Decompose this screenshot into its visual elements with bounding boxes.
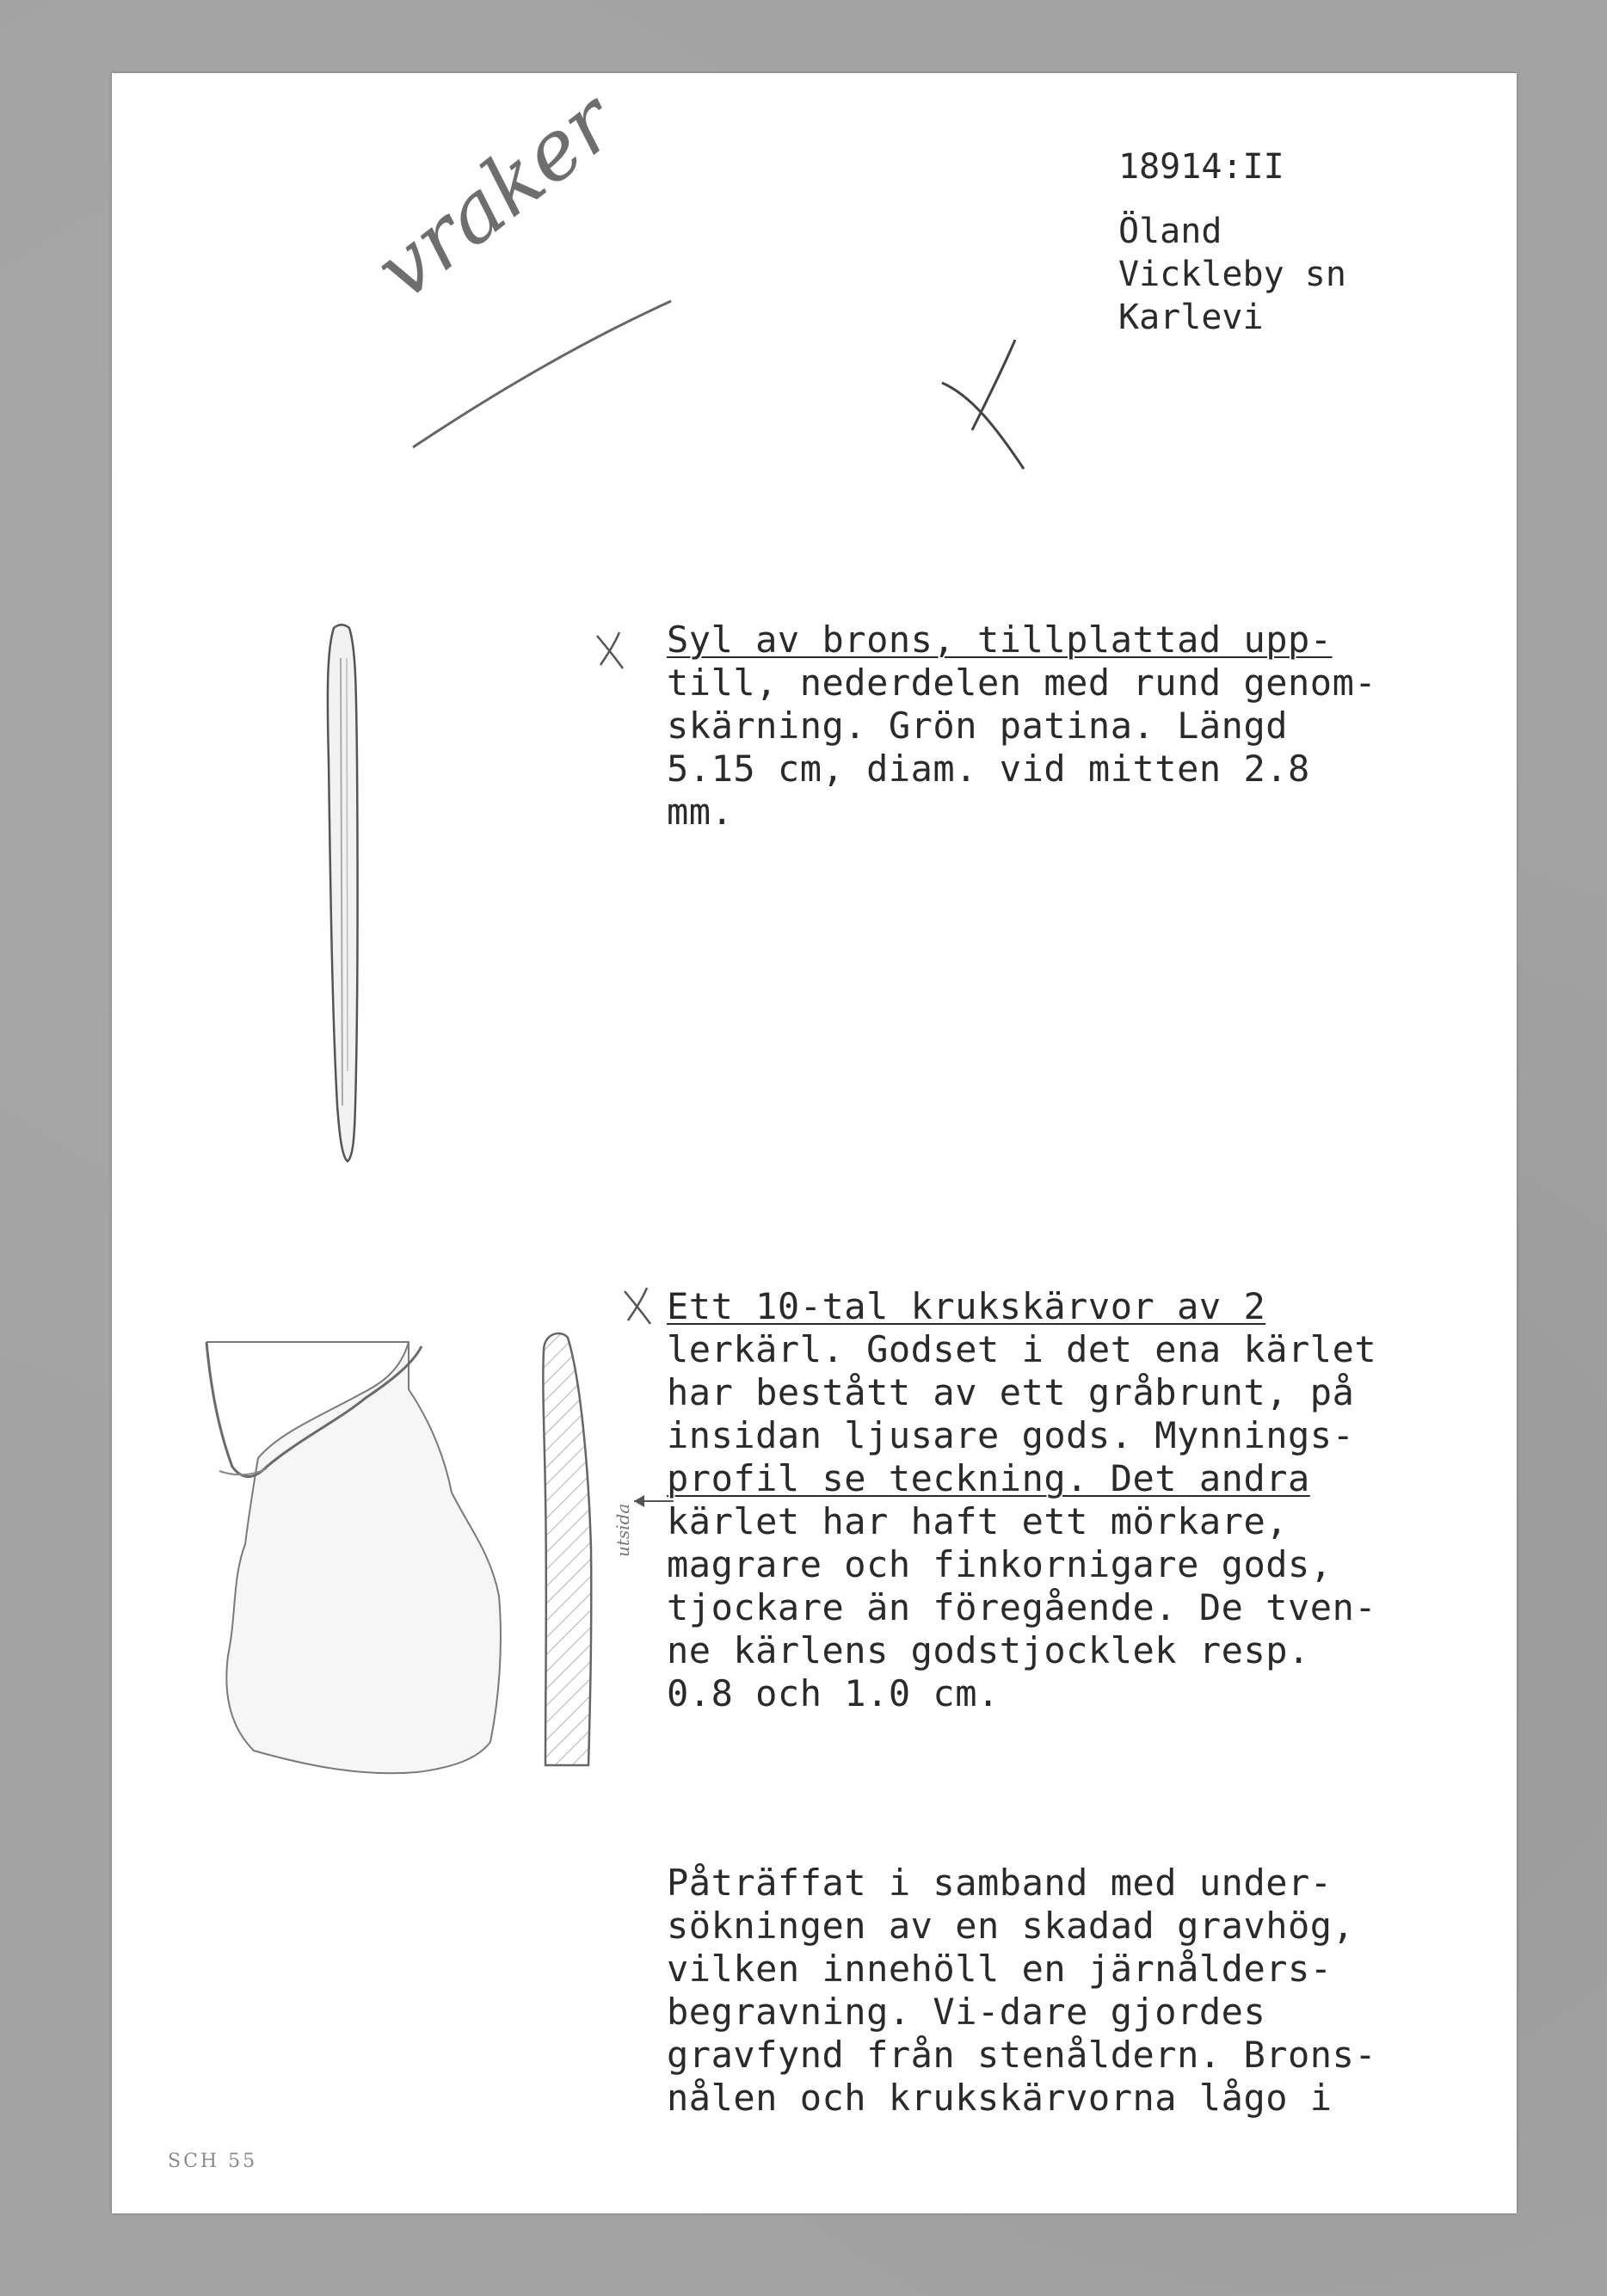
item-1-line-5: mm.	[667, 791, 734, 833]
catalog-number: 18914:II	[1118, 147, 1284, 187]
item-1-check-mark	[594, 631, 628, 672]
find-context-line-6: nålen och krukskärvorna lågo i	[667, 2077, 1333, 2119]
pencil-note: vraker	[357, 73, 633, 319]
item-2-line-4: insidan ljusare gods. Mynnings-	[667, 1414, 1355, 1456]
find-context-line-3: vilken innehöll en järnålders-	[667, 1948, 1333, 1990]
awl-drawing	[318, 624, 379, 1166]
profile-side-label: utsida	[613, 1503, 633, 1557]
item-2-line-2: lerkärl. Godset i det ena kärlet	[667, 1328, 1377, 1370]
item-1-line-4: 5.15 cm, diam. vid mitten 2.8	[667, 748, 1310, 790]
item-2-line-3: har bestått av ett gråbrunt, på	[667, 1371, 1355, 1413]
find-context-line-5: gravfynd från stenåldern. Brons-	[667, 2034, 1377, 2076]
find-context-line-4: begravning. Vi-dare gjordes	[667, 1991, 1266, 2033]
item-2-line-9: ne kärlens godstjocklek resp.	[667, 1629, 1310, 1671]
item-1-line-3: skärning. Grön patina. Längd	[667, 705, 1289, 747]
item-2-line-5-text: profil se teckning. Det andra	[667, 1457, 1310, 1499]
item-2-line-1	[667, 1286, 1265, 1327]
catalog-region: Öland	[1118, 212, 1222, 251]
item-2-line-8: tjockare än föregående. De tven-	[667, 1586, 1377, 1628]
item-2-line-10: 0.8 och 1.0 cm.	[667, 1672, 1000, 1714]
catalog-site: Karlevi	[1118, 298, 1264, 337]
item-1-line-1	[667, 619, 1333, 661]
item-1-line-2: till, nederdelen med rund genom-	[667, 662, 1377, 704]
find-context-line-1: Påträffat i samband med under-	[667, 1862, 1333, 1904]
find-context-line-2: sökningen av en skadad gravhög,	[667, 1905, 1355, 1947]
pencil-underline	[404, 284, 680, 456]
item-2-line-5	[667, 1458, 1310, 1499]
corner-note: SCH 55	[168, 2151, 258, 2172]
item-2-line-1-text: Ett 10-tal krukskärvor av 2	[667, 1285, 1266, 1327]
catalog-parish: Vickleby sn	[1118, 255, 1346, 294]
item-2-line-7: magrare och finkornigare gods,	[667, 1543, 1333, 1585]
item-2-check-mark	[621, 1286, 656, 1327]
item-2-line-6: kärlet har haft ett mörkare,	[667, 1500, 1289, 1542]
rim-profile-drawing	[535, 1325, 613, 1772]
sherd-drawing	[194, 1338, 520, 1785]
item-1-line-1-text: Syl av brons, tillplattad upp-	[667, 619, 1333, 661]
pencil-cross-mark	[938, 335, 1032, 473]
